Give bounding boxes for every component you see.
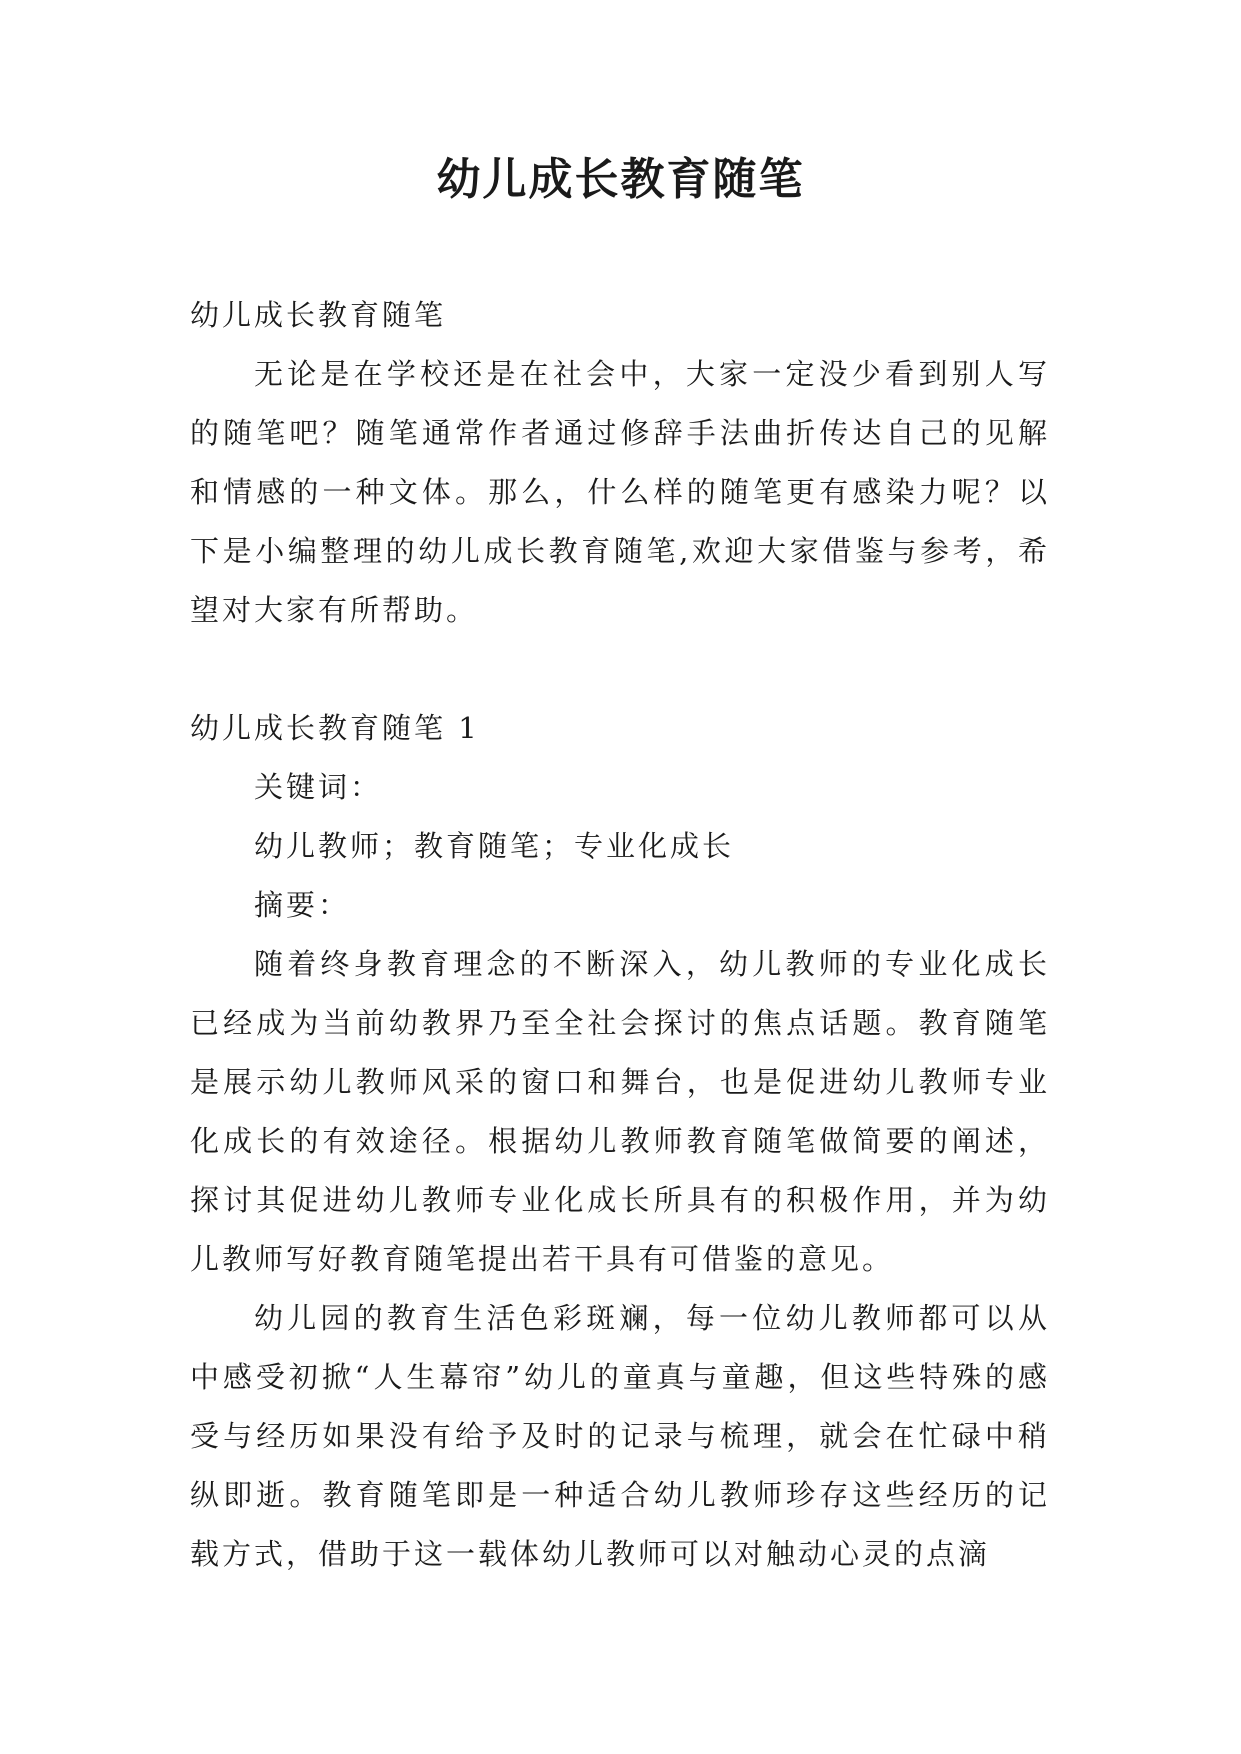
section-spacer <box>190 640 1050 699</box>
section-heading: 幼儿成长教育随笔 1 <box>190 711 480 745</box>
document-body <box>190 286 1050 1584</box>
intro-paragraph: 无论是在学校还是在社会中，大家一定没少看到别人写的随笔吧？随笔通常作者通过修辞手法曲折传达自己的见解和情感的一种文体。那么，什么样的随笔更有感染力呢？以下是小编整理的幼儿成长教育随笔,欢迎大家借鉴与参考，希望对大家有所帮助。 <box>190 357 1050 627</box>
abstract-paragraph: 随着终身教育理念的不断深入，幼儿教师的专业化成长已经成为当前幼教界乃至全社会探讨的焦点话题。教育随笔是展示幼儿教师风采的窗口和舞台，也是促进幼儿教师专业化成长的有效途径。根据幼儿教师教育随笔做简要的阐述，探讨其促进幼儿教师专业化成长所具有的积极作用，并为幼儿教师写好教育随笔提出若干具有可借鉴的意见。 <box>190 947 1050 1276</box>
subtitle: 幼儿成长教育随笔 <box>190 298 447 332</box>
abstract-label: 摘要： <box>254 888 351 922</box>
body-paragraph: 幼儿园的教育生活色彩斑斓，每一位幼儿教师都可以从中感受初掀“人生幕帘”幼儿的童真与童趣，但这些特殊的感受与经历如果没有给予及时的记录与梳理，就会在忙碌中稍纵即逝。教育随笔即是一种适合幼儿教师珍存这些经历的记载方式，借助于这一载体幼儿教师可以对触动心灵的点滴 <box>190 1301 1050 1571</box>
keywords-text: 幼儿教师；教育随笔；专业化成长 <box>254 829 735 863</box>
keywords-label: 关键词： <box>254 770 383 804</box>
document-title: 幼儿成长教育随笔 <box>436 154 805 205</box>
